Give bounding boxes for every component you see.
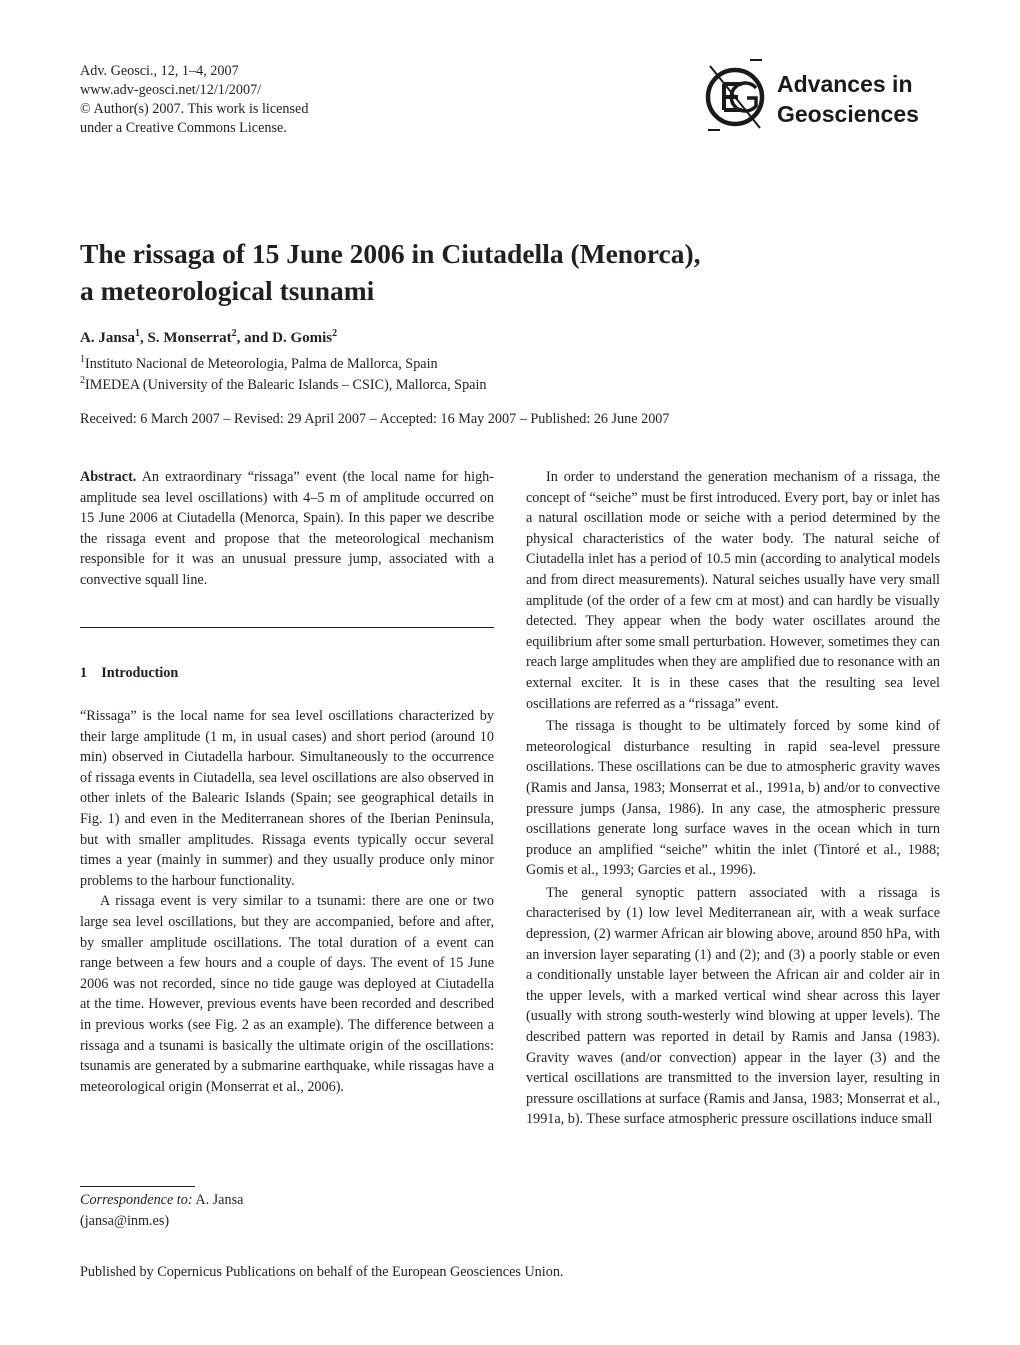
license-line: under a Creative Commons License. xyxy=(80,120,287,136)
publication-dates: Received: 6 March 2007 – Revised: 29 April 2007 – Accepted: 16 May 2007 – Published: 26 June 2007 xyxy=(80,411,670,427)
affiliation-2-text: IMEDEA (University of the Balearic Islands – CSIC), Mallorca, Spain xyxy=(85,377,487,393)
citation-line: Adv. Geosci., 12, 1–4, 2007 xyxy=(80,63,239,79)
section-number: 1 xyxy=(80,665,88,681)
affiliation-1 xyxy=(80,356,438,373)
right-paragraph-1: In order to understand the generation mechanism of a rissaga, the concept of “seiche” must be first introduced. Every port, bay or inlet has a natural oscillation mode or seiche with a period determined by the physical characteristics of the water body. The natural seiche of Ciutadella inlet has a period of 10.5 min (according to analytical models and from direct measurements). Natural seiches usually have very small amplitude (of the order of a few cm at most) and can hardly be visually detected. They appear when the body water oscillates around the equilibrium after some small perturbation. However, sometimes they can reach large amplitudes when they are amplified due to resonance with an external exciter. It is in these cases that the resulting sea level oscillations are referred as a “rissaga” event. xyxy=(526,469,940,712)
title-line1: The rissaga of 15 June 2006 in Ciutadella (Menorca), xyxy=(80,238,701,269)
affiliation-2-marker: 2 xyxy=(80,375,85,386)
right-paragraph-3: The general synoptic pattern associated with a rissaga is characterised by (1) low level Mediterranean air, with a weak surface depression, (2) warmer African air blowing above, around 850 hPa, with an inversion layer separating (1) and (2); and (3) a poorly stable or even a conditionally unstable layer between the African air and colder air in the upper levels, with a marked vertical wind shear across this layer (usually with strong south-westerly wind blowing at upper levels). The described pattern was reported in detail by Ramis and Jansa (1983). Gravity waves (and/or convection) appear in the layer (3) and the vertical oscillations are transmitted to the inversion layer, resulting in pressure oscillations at surface (Ramis and Jansa, 1983; Monserrat et al., 1991a, b). These surface atmospheric pressure oscillations induce small xyxy=(526,884,940,1128)
journal-name-line1: Advances in xyxy=(777,71,913,97)
affiliation-1-marker: 1 xyxy=(80,354,85,365)
affiliation-1-text: Instituto Nacional de Meteorologia, Palma de Mallorca, Spain xyxy=(85,356,438,372)
abstract-text: An extraordinary “rissaga” event (the local name for high-amplitude sea level oscillations) with 4–5 m of amplitude occurred on 15 June 2006 at Ciutadella (Menorca, Spain). In this paper we describe the rissaga event and propose that the meteorological mechanism responsible for it was an unusual pressure jump, associated with a convective squall line. xyxy=(80,469,494,588)
section-heading xyxy=(80,665,178,682)
journal-url[interactable]: www.adv-geosci.net/12/1/2007/ xyxy=(80,82,262,98)
abstract xyxy=(80,467,494,591)
author-2-affil: 2 xyxy=(231,328,237,339)
section-title: Introduction xyxy=(101,665,179,681)
paper-title xyxy=(80,235,940,309)
intro-paragraph-2-text: A rissaga event is very similar to a tsunami: there are one or two large sea level oscillations, but they are accompanied, before and after, by smaller amplitude oscillations. The total duration of a event can range between a few hours and a couple of days. The event of 15 June 2006 was not recorded, since no tide gauge was deployed at Ciutadella at the time. However, previous events have been recorded and described in previous works (see Fig. 2 as an example). The difference between a rissaga and a tsunami is basically the ultimate origin of the oscillations: tsunamis are generated by a submarine earthquake, while rissagas have a meteorological origin (Monserrat et al., 2006). xyxy=(80,893,494,1095)
author-3: , and D. Gomis xyxy=(236,330,333,346)
author-1-affil: 1 xyxy=(135,328,141,339)
abstract-label: Abstract. xyxy=(80,469,137,485)
intro-paragraph-1 xyxy=(80,706,494,1097)
abstract-divider xyxy=(80,627,494,628)
title-line2: a meteorological tsunami xyxy=(80,275,375,306)
intro-paragraph-1-text: “Rissaga” is the local name for sea level oscillations characterized by their large amplitude (1 m, in usual cases) and short period (around 10 min) observed in Ciutadella harbour. Simultaneously to the occurrence of rissaga events in Ciutadella, sea level oscillations are also observed in other inlets of the Balearic Islands (Spain; see geographical details in Fig. 1) and even in the Mediterranean shores of the Iberian Peninsula, but with smaller amplitudes. Rissaga events typically occur several times a year (mainly in summer) and they usually produce only minor problems to the harbour functionality. xyxy=(80,708,494,889)
copyright-line: © Author(s) 2007. This work is licensed xyxy=(80,101,309,117)
correspondence-label: Correspondence to: xyxy=(80,1192,193,1208)
affiliation-2 xyxy=(80,377,487,394)
footnote-divider xyxy=(80,1186,195,1187)
journal-logo xyxy=(698,56,943,136)
correspondence-email[interactable]: (jansa@inm.es) xyxy=(80,1213,170,1229)
author-1: A. Jansa xyxy=(80,330,136,346)
correspondence-footnote xyxy=(80,1190,243,1232)
author-list xyxy=(80,330,337,347)
correspondence-name: A. Jansa xyxy=(192,1192,244,1208)
right-column xyxy=(526,467,940,1130)
right-paragraph-2: The rissaga is thought to be ultimately forced by some kind of meteorological disturbance resulting in rapid sea-level pressure oscillations. These oscillations can be due to atmospheric gravity waves (Ramis and Jansa, 1983; Monserrat et al., 1991a, b) and/or to convective pressure jumps (Jansa, 1986). In any case, the atmospheric pressure oscillations generate long surface waves in the ocean which in turn produce an amplified “seiche” whitin the inlet (Tintoré et al., 1988; Gomis et al., 1993; Garcies et al., 1996). xyxy=(526,718,940,879)
journal-citation-header xyxy=(80,62,308,138)
publisher-footer: Published by Copernicus Publications on behalf of the European Geosciences Union. xyxy=(80,1264,564,1280)
journal-name-line2: Geosciences xyxy=(777,101,919,127)
egu-globe-icon xyxy=(698,56,774,136)
author-2: , S. Monserrat xyxy=(140,330,232,346)
author-3-affil: 2 xyxy=(332,328,338,339)
